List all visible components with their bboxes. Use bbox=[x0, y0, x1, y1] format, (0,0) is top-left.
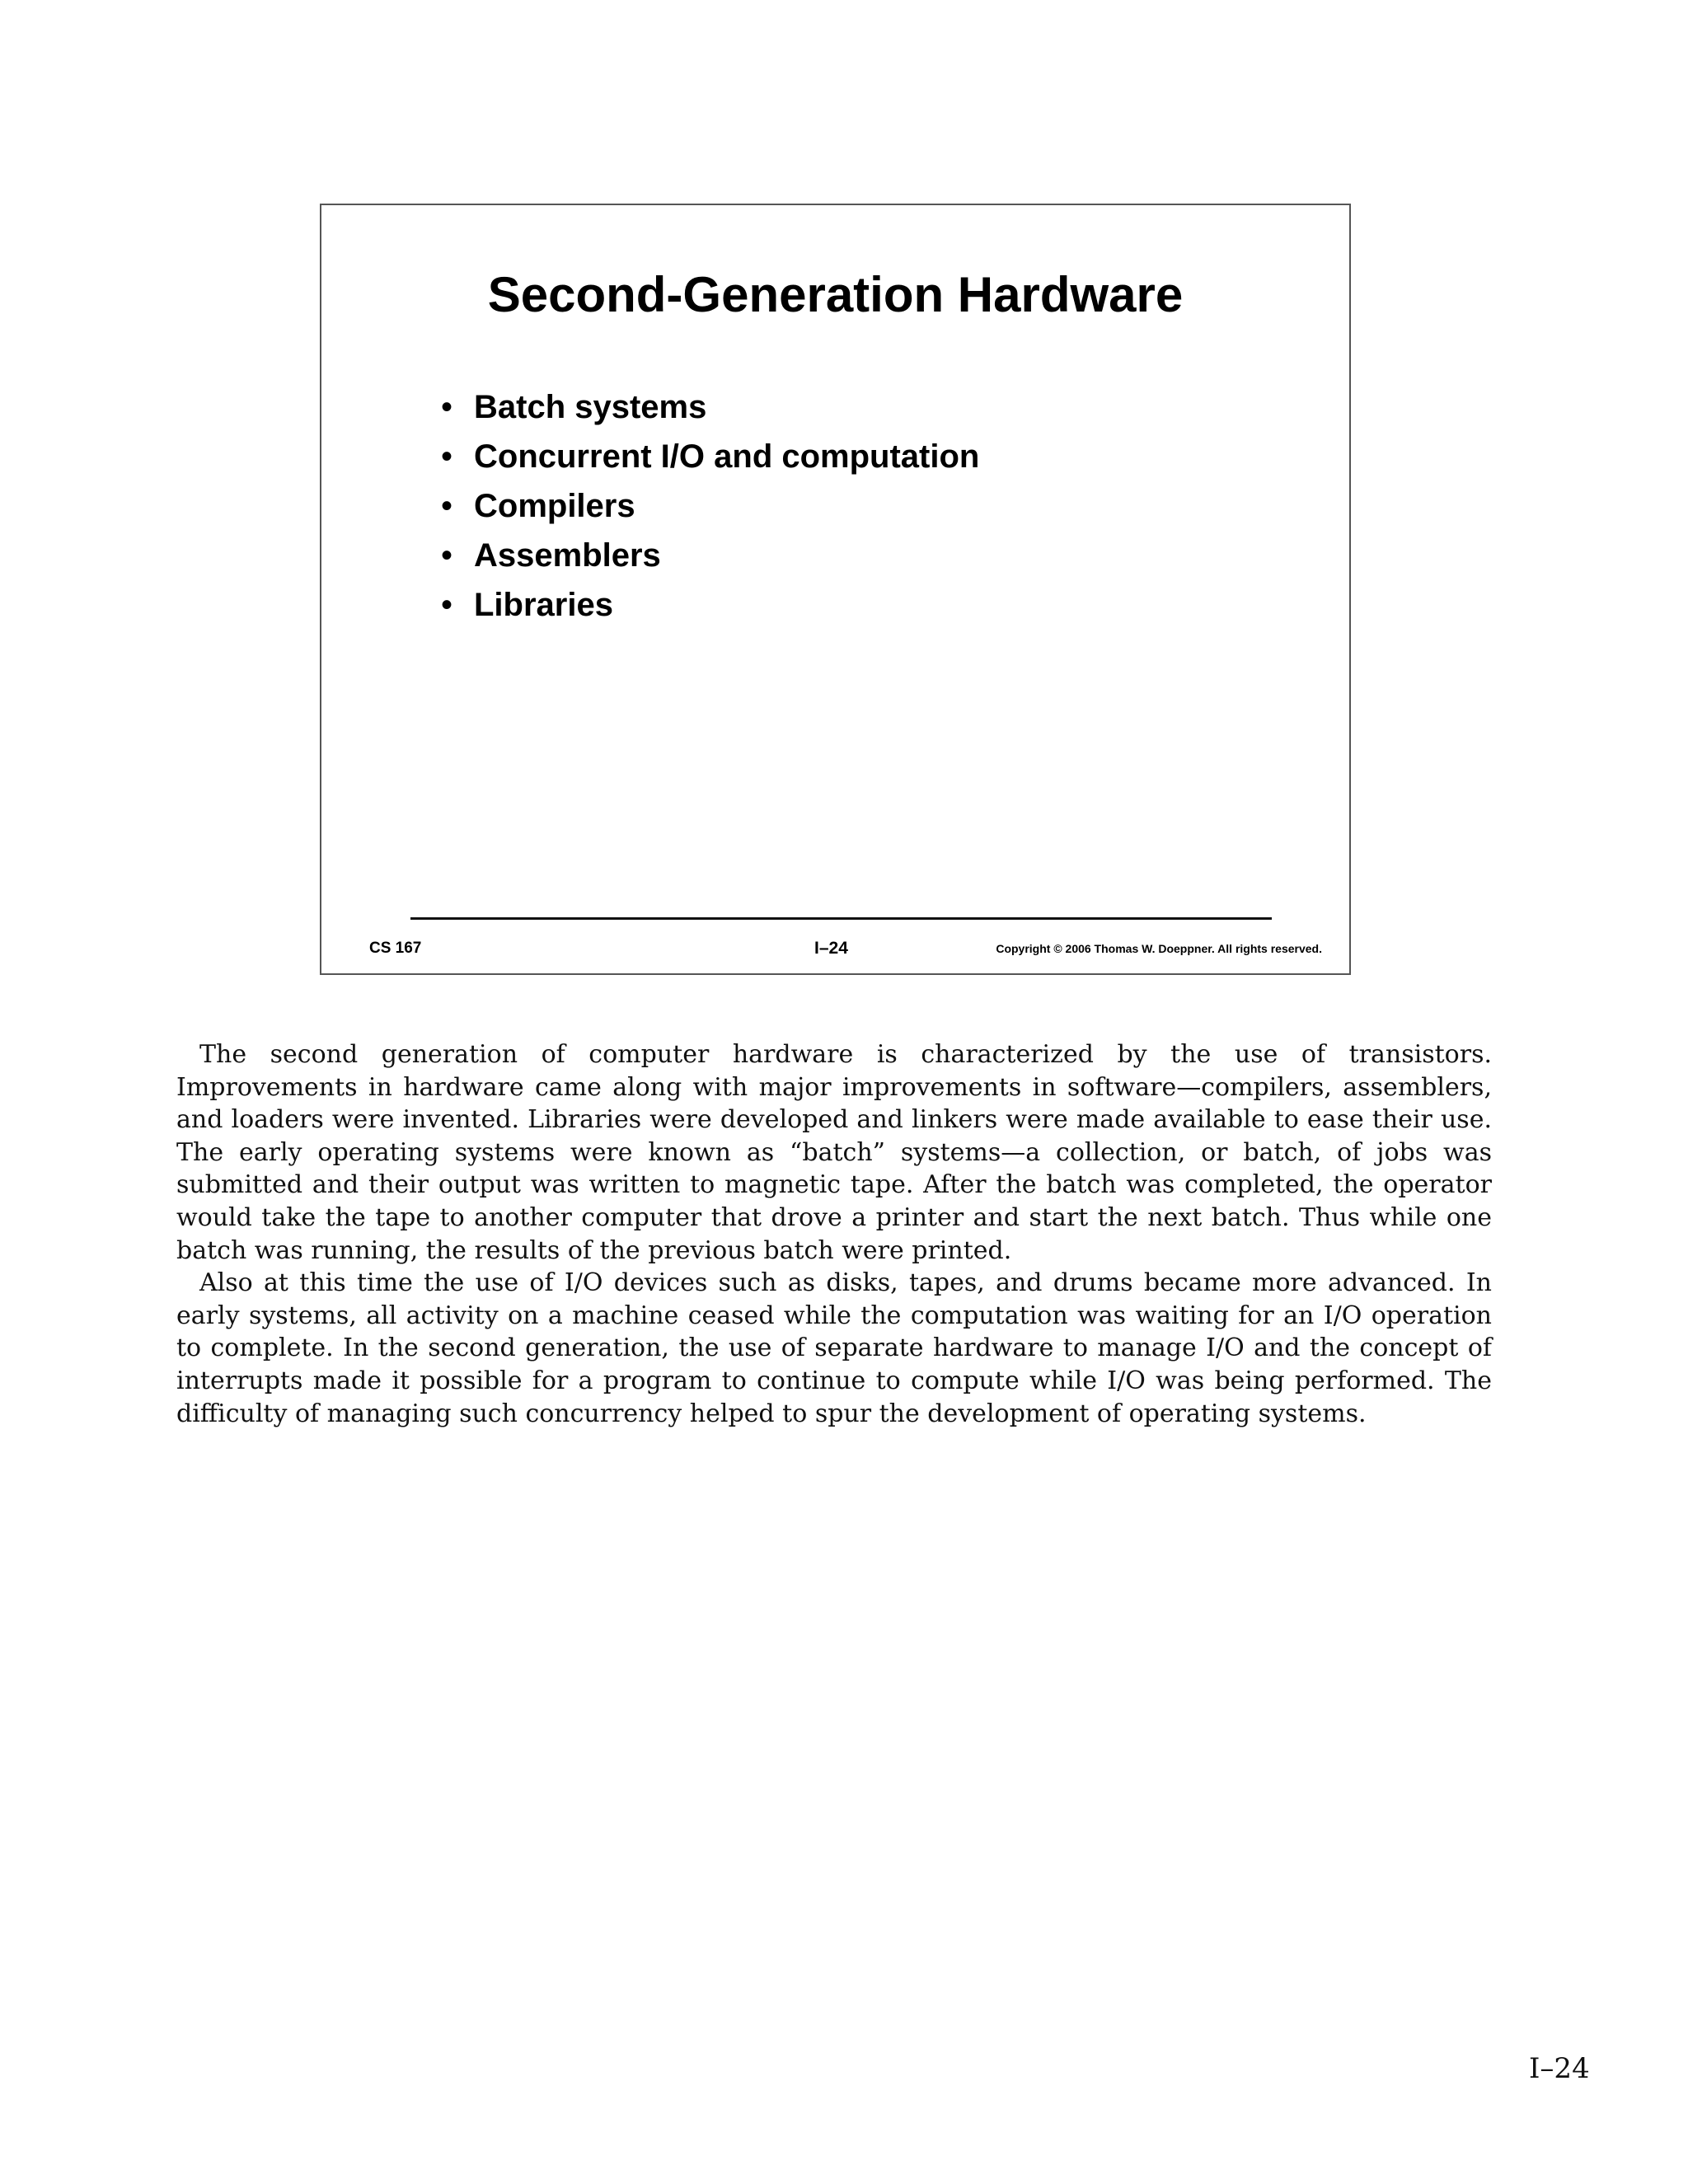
bullet-item bbox=[441, 531, 979, 580]
bullet-dot-icon: • bbox=[441, 389, 453, 425]
page-number: I–24 bbox=[1529, 2052, 1590, 2085]
bullet-dot-icon: • bbox=[441, 438, 453, 475]
slide-footer-copyright: Copyright © 2006 Thomas W. Doeppner. All rights reserved. bbox=[996, 942, 1322, 955]
slide-title: Second-Generation Hardware bbox=[487, 267, 1184, 322]
slide-footer-rule bbox=[410, 917, 1272, 920]
notes-paragraph: Also at this time the use of I/O devices such as disks, tapes, and drums became more advanced. In early systems, all activity on a machine ceased while the computation was waiting for an I/O operation to complete. In the second generation, the use of separate hardware to manage I/O and the concept of interrupts made it possible for a program to continue to compute while I/O was being performed. The difficulty of managing such concurrency helped to spur the development of operating systems. bbox=[176, 1268, 1492, 1428]
slide-frame bbox=[320, 204, 1351, 975]
bullet-item bbox=[441, 580, 979, 630]
bullet-text: Compilers bbox=[474, 488, 635, 524]
bullet-dot-icon: • bbox=[441, 537, 453, 574]
bullet-item bbox=[441, 432, 979, 481]
bullet-text: Libraries bbox=[474, 587, 613, 623]
slide-footer-number: I–24 bbox=[814, 939, 848, 958]
bullet-item bbox=[441, 481, 979, 531]
slide-footer-course: CS 167 bbox=[369, 940, 422, 957]
bullet-item bbox=[441, 382, 979, 432]
bullet-dot-icon: • bbox=[441, 587, 453, 623]
notes-paragraph: The second generation of computer hardware is characterized by the use of transistors. Improvements in hardware came along with major improvements in software—compilers, assemblers, and loaders were invented. Libraries were developed and linkers were made available to ease their use. The early operating systems were known as “batch” systems—a collection, or batch, of jobs was submitted and their output was written to magnetic tape. After the batch was completed, the operator would take the tape to another computer that drove a printer and start the next batch. Thus while one batch was running, the results of the previous batch were printed. bbox=[176, 1040, 1492, 1265]
bullet-list bbox=[441, 382, 979, 630]
lecture-notes bbox=[176, 1038, 1492, 1430]
bullet-text: Concurrent I/O and computation bbox=[474, 438, 980, 475]
bullet-text: Assemblers bbox=[474, 537, 661, 574]
bullet-dot-icon: • bbox=[441, 488, 453, 524]
bullet-text: Batch systems bbox=[474, 389, 707, 425]
